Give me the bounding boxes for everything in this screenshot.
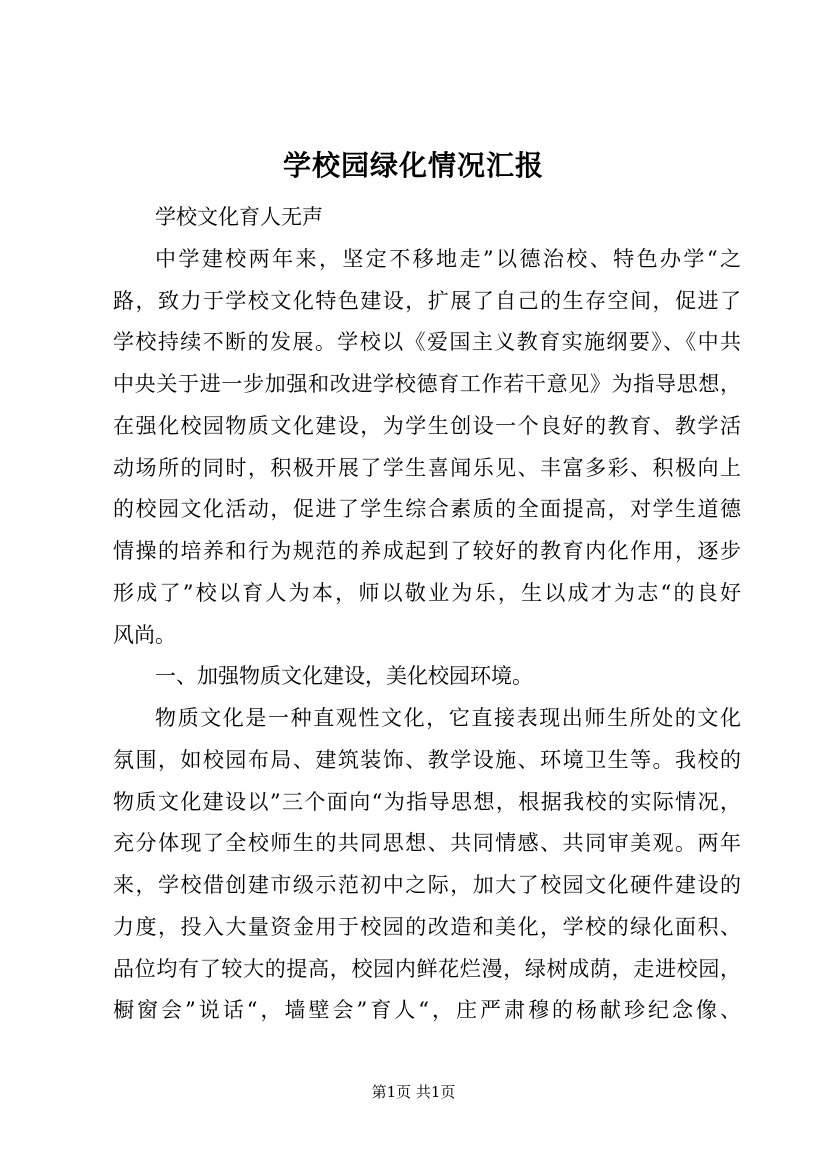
text-line: 情操的培养和行为规范的养成起到了较好的教育内化作用，逐步 — [113, 539, 741, 563]
text-line: 学校持续不断的发展。学校以《爱国主义教育实施纲要》、《中共 — [113, 330, 741, 355]
text-line: 中央关于进一步加强和改进学校德育工作若干意见》为指导思想， — [113, 372, 741, 396]
text-line: 品位均有了较大的提高，校园内鲜花烂漫，绿树成荫，走进校园， — [113, 956, 741, 981]
text-line: 物质文化建设以”三个面向“为指导思想，根据我校的实际情况， — [113, 789, 741, 814]
text-line: 的校园文化活动，促进了学生综合素质的全面提高，对学生道德 — [113, 497, 741, 522]
text-line: 在强化校园物质文化建设，为学生创设一个良好的教育、教学活 — [113, 413, 741, 438]
page-footer: 第1页 共1页 — [371, 1083, 456, 1101]
text-line: 动场所的同时，积极开展了学生喜闻乐见、丰富多彩、积极向上 — [113, 455, 741, 480]
text-line: 中学建校两年来，坚定不移地走”以德治校、特色办学“之 — [155, 246, 741, 271]
text-line: 路，致力于学校文化特色建设，扩展了自己的生存空间，促进了 — [113, 288, 741, 313]
text-line: 风尚。 — [113, 622, 176, 647]
text-line: 一、加强物质文化建设，美化校园环境。 — [155, 664, 533, 689]
document-title: 学校园绿化情况汇报 — [282, 149, 544, 182]
text-line: 物质文化是一种直观性文化，它直接表现出师生所处的文化 — [155, 706, 741, 730]
text-line: 形成了”校以育人为本，师以敬业为乐，生以成才为志“的良好 — [113, 580, 741, 605]
document-body — [113, 197, 741, 1032]
text-line: 橱窗会”说话“，墙壁会”育人“，庄严肃穆的杨献珍纪念像、 — [113, 998, 741, 1023]
text-line: 充分体现了全校师生的共同思想、共同情感、共同审美观。两年 — [113, 831, 741, 856]
text-line: 力度，投入大量资金用于校园的改造和美化，学校的绿化面积、 — [113, 914, 741, 939]
text-line: 来，学校借创建市级示范初中之际，加大了校园文化硬件建设的 — [113, 873, 741, 897]
text-line: 学校文化育人无声 — [155, 205, 323, 229]
text-line: 氛围，如校园布局、建筑装饰、教学设施、环境卫生等。我校的 — [113, 747, 741, 772]
